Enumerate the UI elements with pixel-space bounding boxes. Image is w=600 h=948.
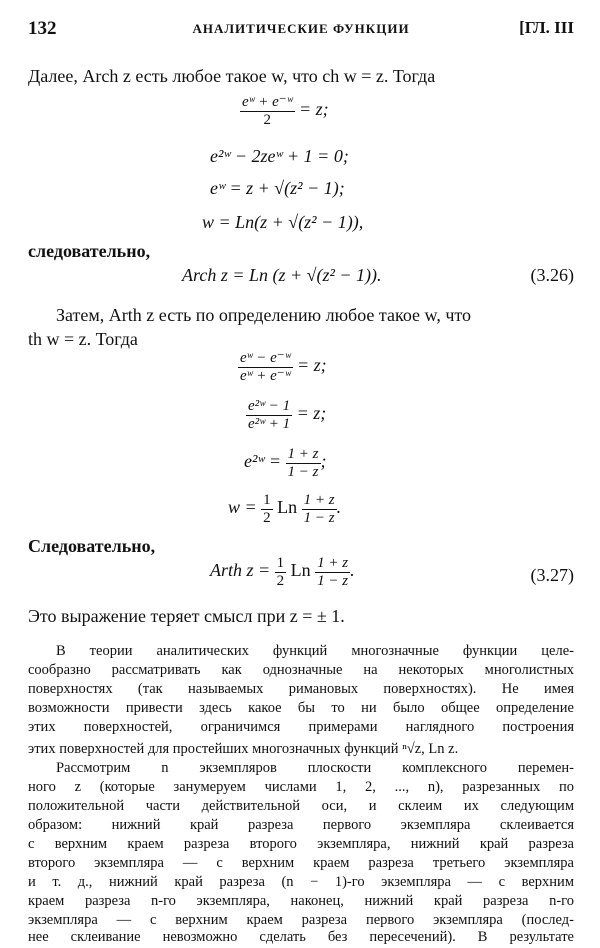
chapter-label: [ГЛ. III [519, 18, 574, 37]
page-number: 132 [28, 18, 57, 39]
para1-line-6: этих поверхностей для простейших многозначных функций ⁿ√z, Ln z. [28, 741, 459, 757]
para1-line-3: поверхностях (так называемых римановых поверхностях). Не имея [28, 681, 574, 697]
equation-arch-4: w = Ln(z + √(z² − 1)), [202, 212, 364, 232]
equation-3-27: Arth z = $\frac{1}{2}$ Ln $\frac{1 + z}{1 - z}$ . [210, 555, 355, 589]
label-therefore-1: следовательно, [28, 241, 151, 261]
para2-line-7: и т. д., нижний край разреза (n − 1)-го экземпляра — с верхним [28, 874, 574, 890]
equation-arth-4: w = $\frac{1}{2}$ Ln $\frac{1 + z}{1 - z}$ . [228, 492, 342, 526]
para2-line-5: с верхним краем разреза второго экземпляра, нижний край разреза [28, 836, 574, 852]
para2-line-10: нее склеивание невозможно сделать без пересечений). В результате [28, 929, 574, 945]
para2-line-6: второго экземпляра — с верхним краем разреза третьего экземпляра [28, 855, 574, 871]
para2-line-4: образом: нижний край разреза первого экземпляра склеивается [28, 817, 574, 833]
equation-3-26: Arch z = Ln (z + √(z² − 1)). [182, 265, 382, 285]
running-header [28, 18, 574, 44]
equation-arth-2: $\frac{\text{e²ʷ − 1}}{\text{e²ʷ + 1}}$ = z; [248, 398, 327, 432]
loses-meaning-sentence: Это выражение теряет смысл при z = ± 1. [28, 606, 345, 626]
para2-line-9: экземпляра — с верхним краем разреза первого экземпляра (послед- [28, 912, 574, 928]
para1-line-1: В теории аналитических функций многозначные функции целе- [56, 643, 574, 659]
equation-arth-3: e²ʷ = $\frac{1 + z}{1 - z}$ ; [244, 446, 327, 480]
equation-arch-3: eʷ = z + √(z² − 1); [210, 178, 345, 198]
intro-arth-line-1: Затем, Arth z есть по определению любое такое w, что [56, 305, 472, 325]
intro-arch: Далее, Arch z есть любое такое w, что ch w = z. Тогда [28, 66, 436, 86]
para2-line-8: краем разреза n-го экземпляра, наконец, нижний край разреза n-го [28, 893, 574, 909]
intro-arth-line-2: th w = z. Тогда [28, 329, 138, 349]
equation-number-3-27: (3.27) [530, 565, 574, 585]
label-therefore-2: Следовательно, [28, 536, 156, 556]
para1-line-4: возможности привести здесь какое бы то ни было общее определение [28, 700, 574, 716]
para2-line-1: Рассмотрим n экземпляров плоскости комплексного перемен- [56, 760, 574, 776]
para2-line-2: ного z (которые занумеруем числами 1, 2, ..., n), разрезанных по [28, 779, 574, 795]
equation-arth-1: $\frac{\text{eʷ − e⁻ʷ}}{\text{eʷ + e⁻ʷ}}$ = z; [240, 350, 327, 384]
equation-arch-1: $\frac{\text{eʷ + e⁻ʷ}}{2}$ = z; [242, 94, 329, 128]
para2-line-3: положительной части действительной оси, и склеим их следующим [28, 798, 574, 814]
para1-line-5: этих поверхностей, ограничимся примерами наглядного построения [28, 719, 574, 735]
para1-line-2: сообразно рассматривать как однозначные на некоторых многолистных [28, 662, 574, 678]
equation-number-3-26: (3.26) [530, 265, 574, 285]
running-title: АНАЛИТИЧЕСКИЕ ФУНКЦИИ [192, 21, 410, 36]
equation-arch-2: e²ʷ − 2zeʷ + 1 = 0; [210, 146, 349, 166]
